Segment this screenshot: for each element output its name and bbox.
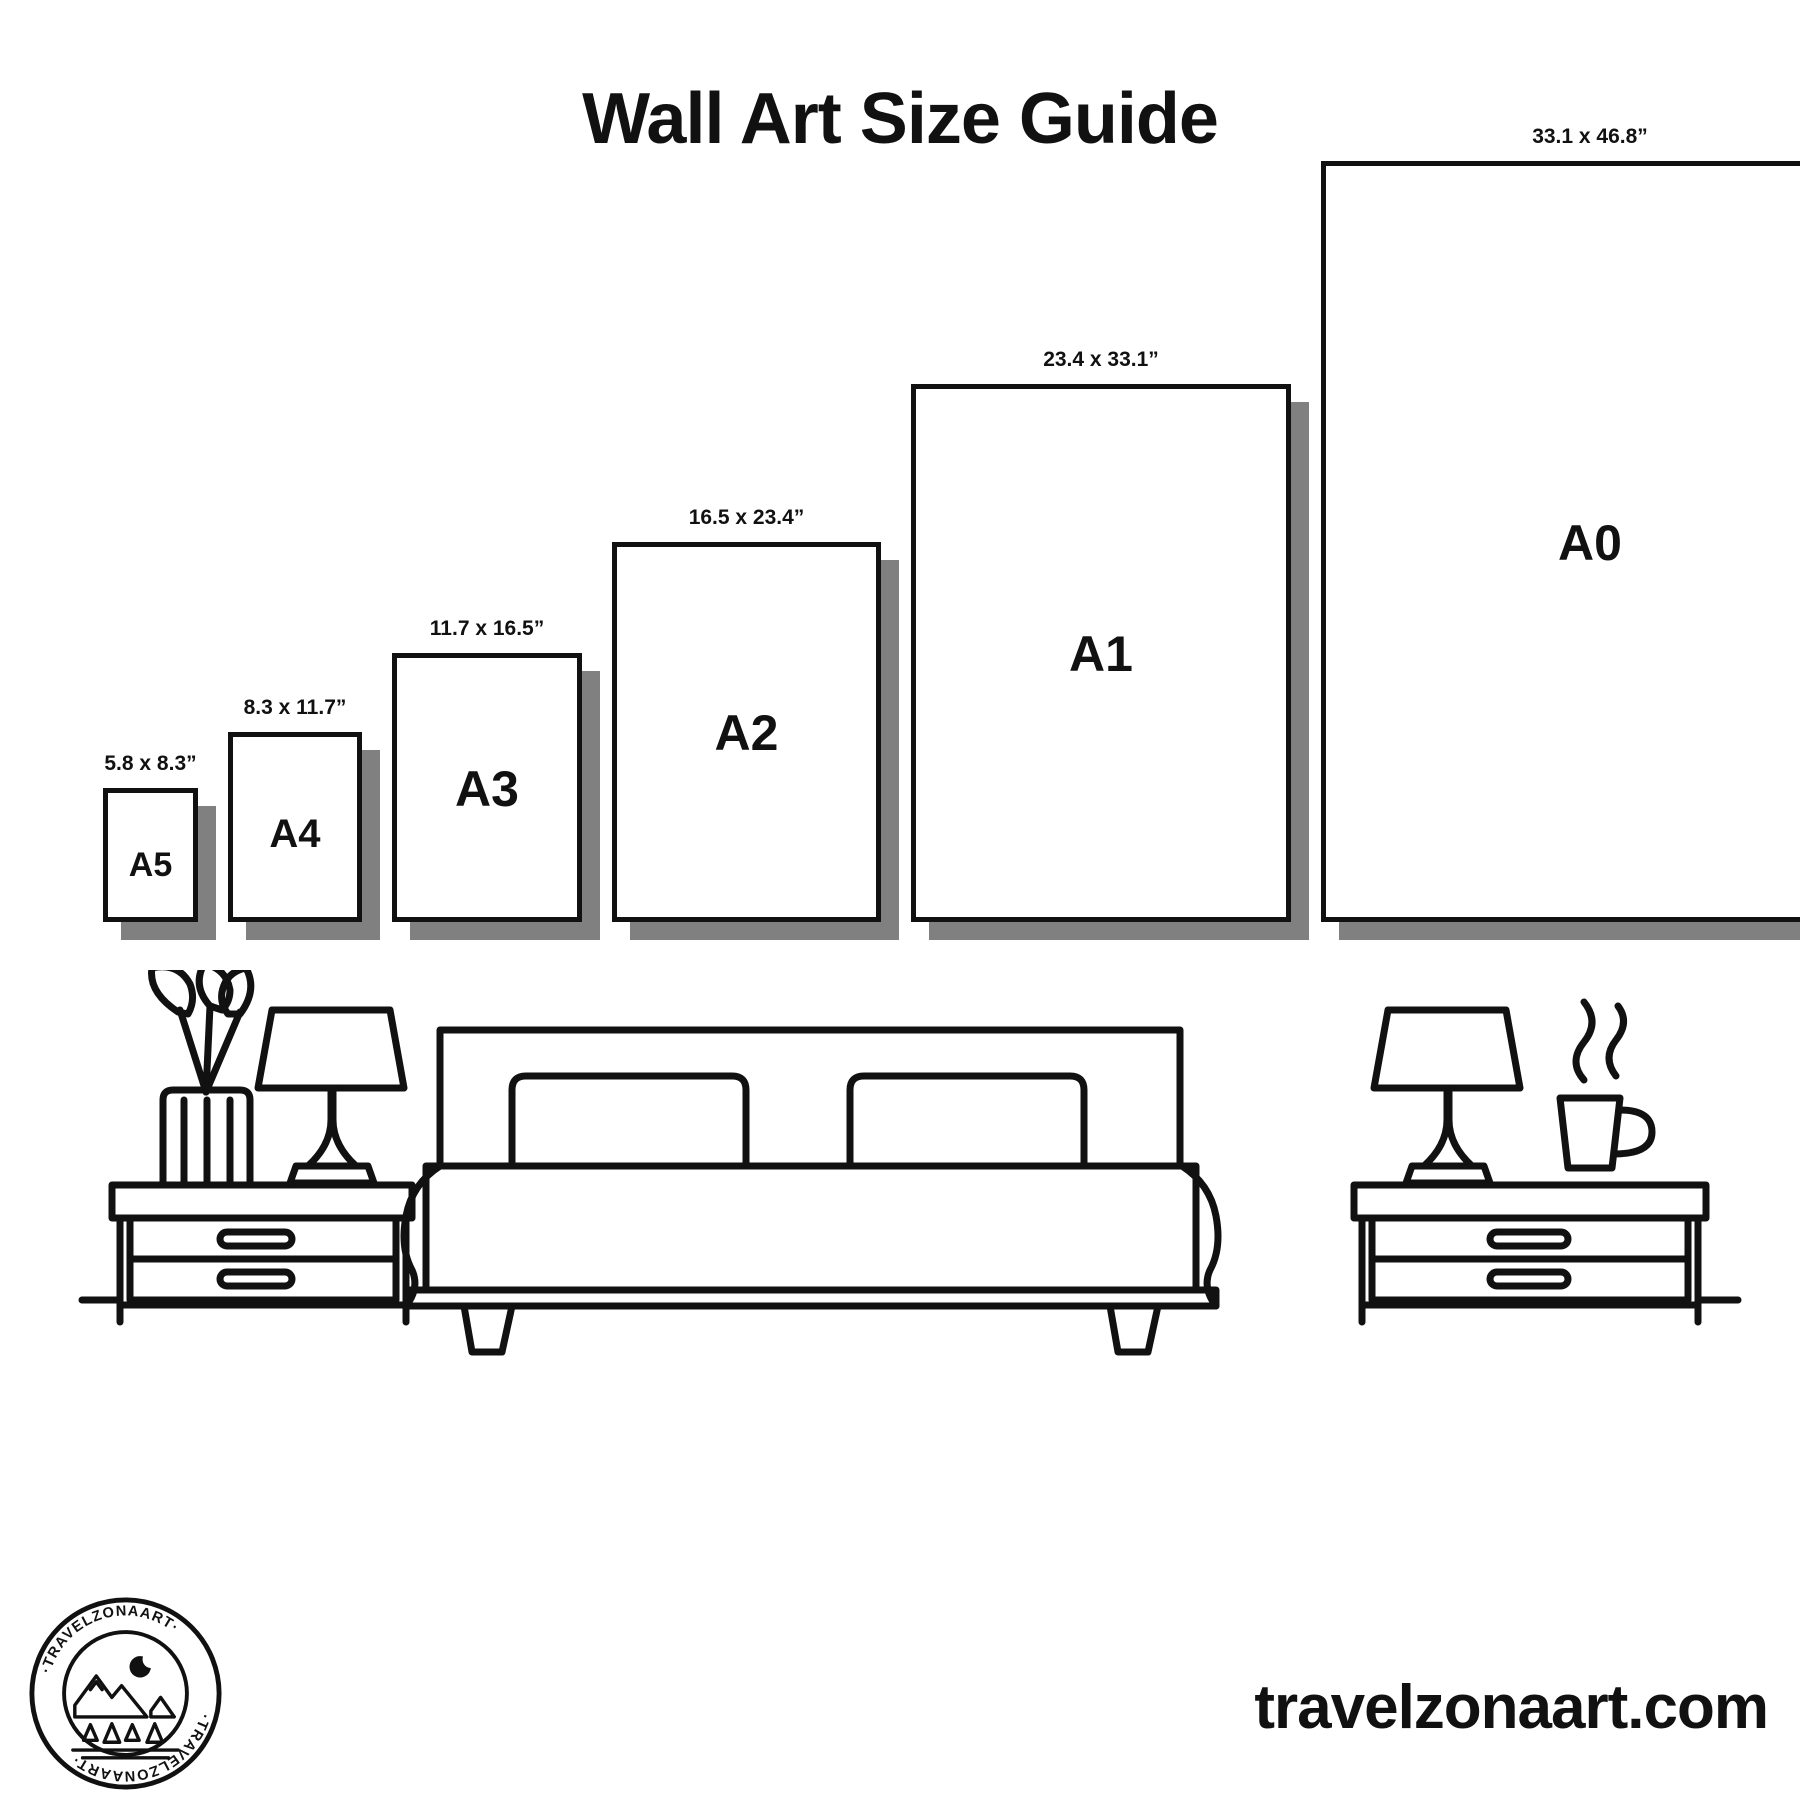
drawer-handle-bottom <box>220 1272 292 1286</box>
poster-name: A3 <box>455 760 519 817</box>
poster-a1 <box>911 348 1309 940</box>
poster-dimension-label: 8.3 x 11.7” <box>243 696 347 719</box>
poster-name: A5 <box>128 846 173 884</box>
steam-right <box>1609 1006 1624 1076</box>
steam-left <box>1576 1002 1592 1080</box>
pillow-right <box>850 1076 1084 1166</box>
poster-name: A0 <box>1558 514 1622 571</box>
poster-size-row <box>0 125 1800 1020</box>
right-table-lamp <box>1374 1010 1520 1183</box>
drawer-handle-top <box>220 1232 292 1246</box>
poster-dimension-label: 11.7 x 16.5” <box>429 617 545 640</box>
page-title: Wall Art Size Guide <box>582 79 1218 159</box>
svg-text:·TRAVELZONAART· <box>69 1712 213 1784</box>
poster-name: A1 <box>1069 626 1133 682</box>
bed-leg-left <box>464 1306 512 1352</box>
moon-icon <box>129 1656 150 1677</box>
poster-a3 <box>392 617 600 940</box>
left-table-lamp <box>258 1010 404 1183</box>
drawer-handle-bottom <box>1490 1272 1568 1286</box>
bedroom-scene <box>60 970 1760 1530</box>
poster-name: A4 <box>269 812 321 856</box>
poster-dimension-label: 23.4 x 33.1” <box>1043 348 1159 371</box>
brand-logo <box>28 1596 223 1791</box>
poster-name: A2 <box>714 705 779 761</box>
logo-text-inner: ·TRAVELZONAART· <box>68 1711 213 1784</box>
coffee-cup <box>1560 1002 1652 1168</box>
plant-vase <box>152 970 251 1185</box>
poster-dimension-label: 5.8 x 8.3” <box>104 752 197 775</box>
poster-dimension-label: 33.1 x 46.8” <box>1532 125 1648 148</box>
bed <box>404 1030 1218 1352</box>
mattress <box>426 1166 1196 1290</box>
poster-dimension-label: 16.5 x 23.4” <box>688 506 805 529</box>
logo-text-outer: ·TRAVELZONAART· <box>38 1603 183 1676</box>
poster-a5 <box>103 752 216 940</box>
poster-a4 <box>228 696 380 940</box>
bed-leg-right <box>1110 1306 1158 1352</box>
site-url: travelzonaart.com <box>1254 1673 1768 1742</box>
left-nightstand <box>112 1185 412 1322</box>
drawer-handle-top <box>1490 1232 1568 1246</box>
poster-a0 <box>1321 125 1800 940</box>
poster-a2 <box>612 506 899 940</box>
pillow-left <box>512 1076 746 1166</box>
svg-text:·TRAVELZONAART· <box>38 1603 182 1675</box>
right-nightstand <box>1354 1185 1706 1322</box>
